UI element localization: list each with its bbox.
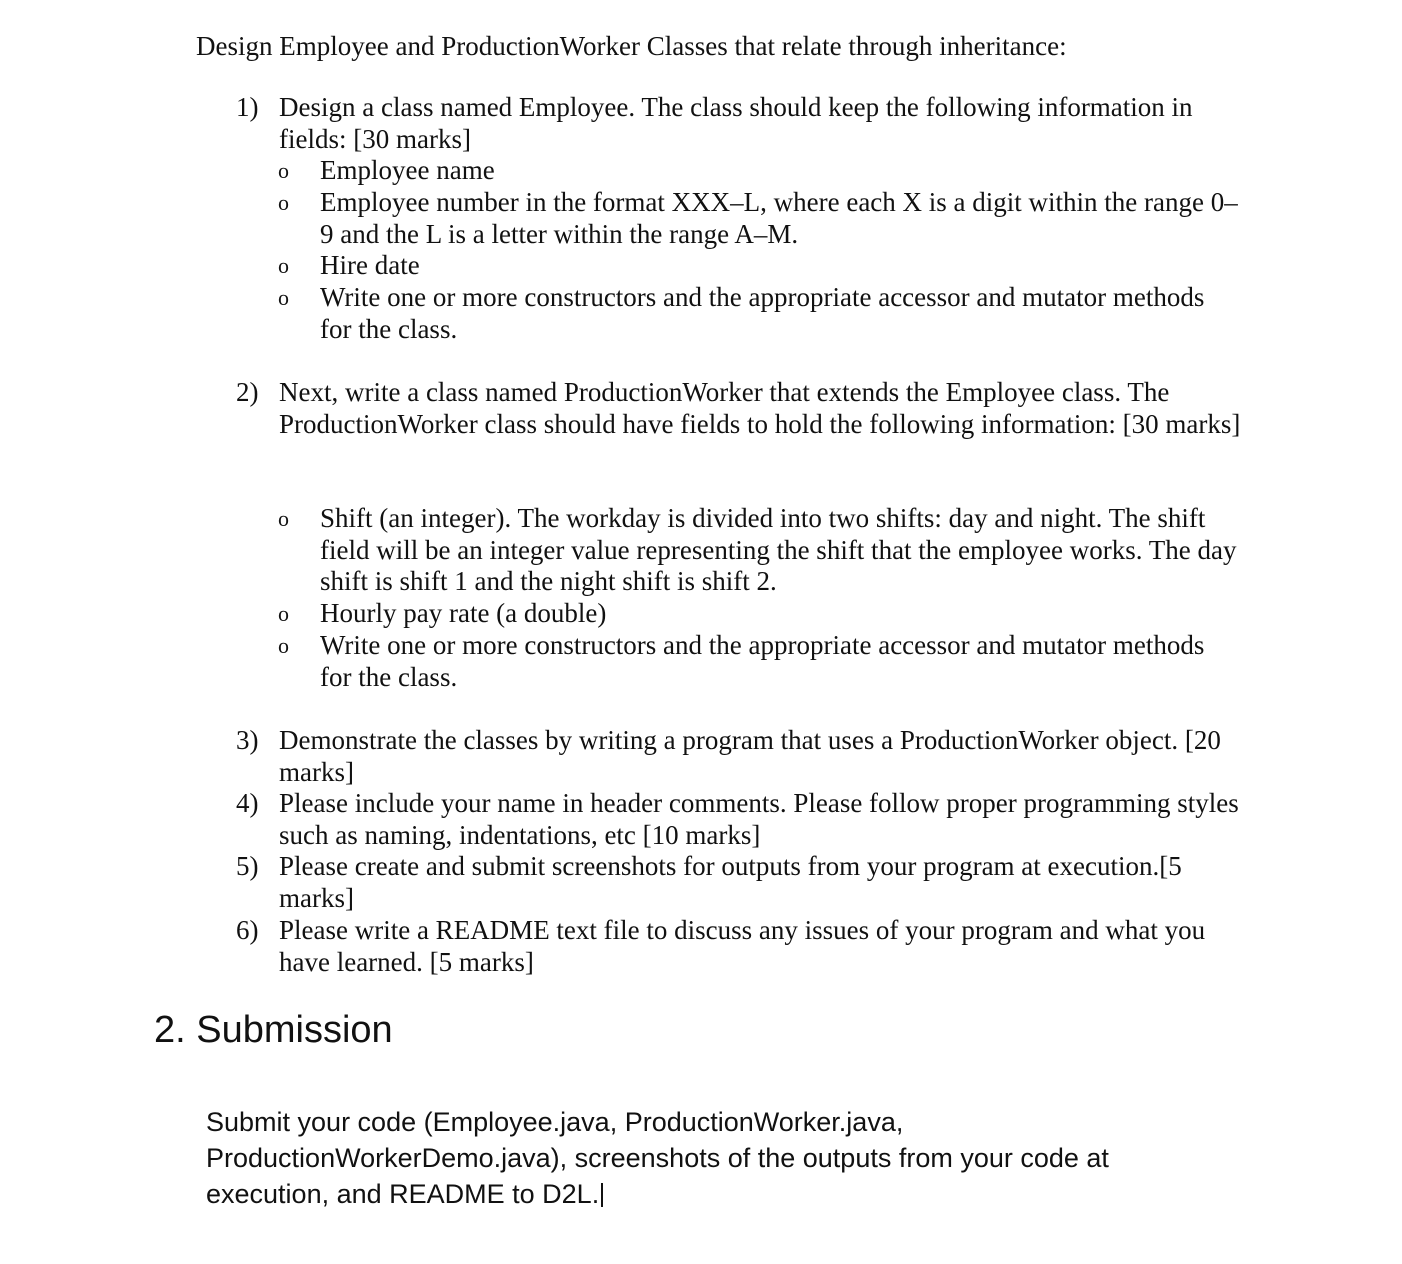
item-number: 2) — [236, 377, 259, 407]
sub-item — [278, 503, 1238, 598]
sub-item-text: Shift (an integer). The workday is divided into two shifts: day and night. The shift field will be an integer value representing the shift that the employee works. The day shift is shift 1 and the night shift is shift 2. — [320, 503, 1237, 597]
item-text: Please include your name in header comments. Please follow proper programming styles such as naming, indentations, etc [10 marks] — [279, 788, 1239, 850]
sub-item — [278, 155, 1238, 187]
sub-item-text: Employee number in the format XXX–L, where each X is a digit within the range 0–9 and the L is a letter within the range A–M. — [320, 187, 1238, 249]
list-item-1 — [236, 92, 1246, 155]
intro-line: Design Employee and ProductionWorker Classes that relate through inheritance: — [196, 31, 1067, 61]
item-text: Demonstrate the classes by writing a program that uses a ProductionWorker object. [20 marks] — [279, 725, 1221, 787]
sub-item — [278, 630, 1238, 693]
list-item-4 — [236, 788, 1246, 851]
bullet-icon: o — [278, 190, 289, 215]
item-text: Please create and submit screenshots for outputs from your program at execution.[5 marks] — [279, 851, 1182, 913]
sub-item-text: Hourly pay rate (a double) — [320, 598, 607, 628]
submission-paragraph[interactable] — [206, 1104, 1166, 1212]
sub-item-text: Hire date — [320, 250, 420, 280]
sub-item — [278, 187, 1238, 250]
item-number: 3) — [236, 725, 259, 755]
sub-item — [278, 250, 1238, 282]
bullet-icon: o — [278, 253, 289, 278]
bullet-icon: o — [278, 601, 289, 626]
list-item-3 — [236, 725, 1246, 788]
bullet-icon: o — [278, 506, 289, 531]
list-item-6 — [236, 915, 1246, 978]
item-number: 5) — [236, 851, 259, 881]
item-number: 6) — [236, 915, 259, 945]
item-text: Next, write a class named ProductionWorker that extends the Employee class. The ProductionWorker class should have fields to hold the following information: [30 marks] — [279, 377, 1241, 439]
list-item-2 — [236, 377, 1246, 440]
item-number: 4) — [236, 788, 259, 818]
section-heading: 2. Submission — [154, 1009, 393, 1051]
sub-item-text: Employee name — [320, 155, 495, 185]
sub-item — [278, 598, 1238, 630]
sub-item-text: Write one or more constructors and the appropriate accessor and mutator methods for the class. — [320, 630, 1205, 692]
bullet-icon: o — [278, 633, 289, 658]
bullet-icon: o — [278, 158, 289, 183]
text-cursor — [601, 1183, 603, 1207]
item-text: Design a class named Employee. The class should keep the following information in fields: [30 marks] — [279, 92, 1193, 154]
bullet-icon: o — [278, 285, 289, 310]
sub-item-text: Write one or more constructors and the appropriate accessor and mutator methods for the class. — [320, 282, 1205, 344]
item-number: 1) — [236, 92, 259, 122]
sub-item — [278, 282, 1238, 345]
submission-text: Submit your code (Employee.java, ProductionWorker.java, ProductionWorkerDemo.java), screenshots of the outputs from your code at execution, and README to D2L. — [206, 1107, 1109, 1209]
list-item-5 — [236, 851, 1246, 914]
item-text: Please write a README text file to discuss any issues of your program and what you have learned. [5 marks] — [279, 915, 1206, 977]
